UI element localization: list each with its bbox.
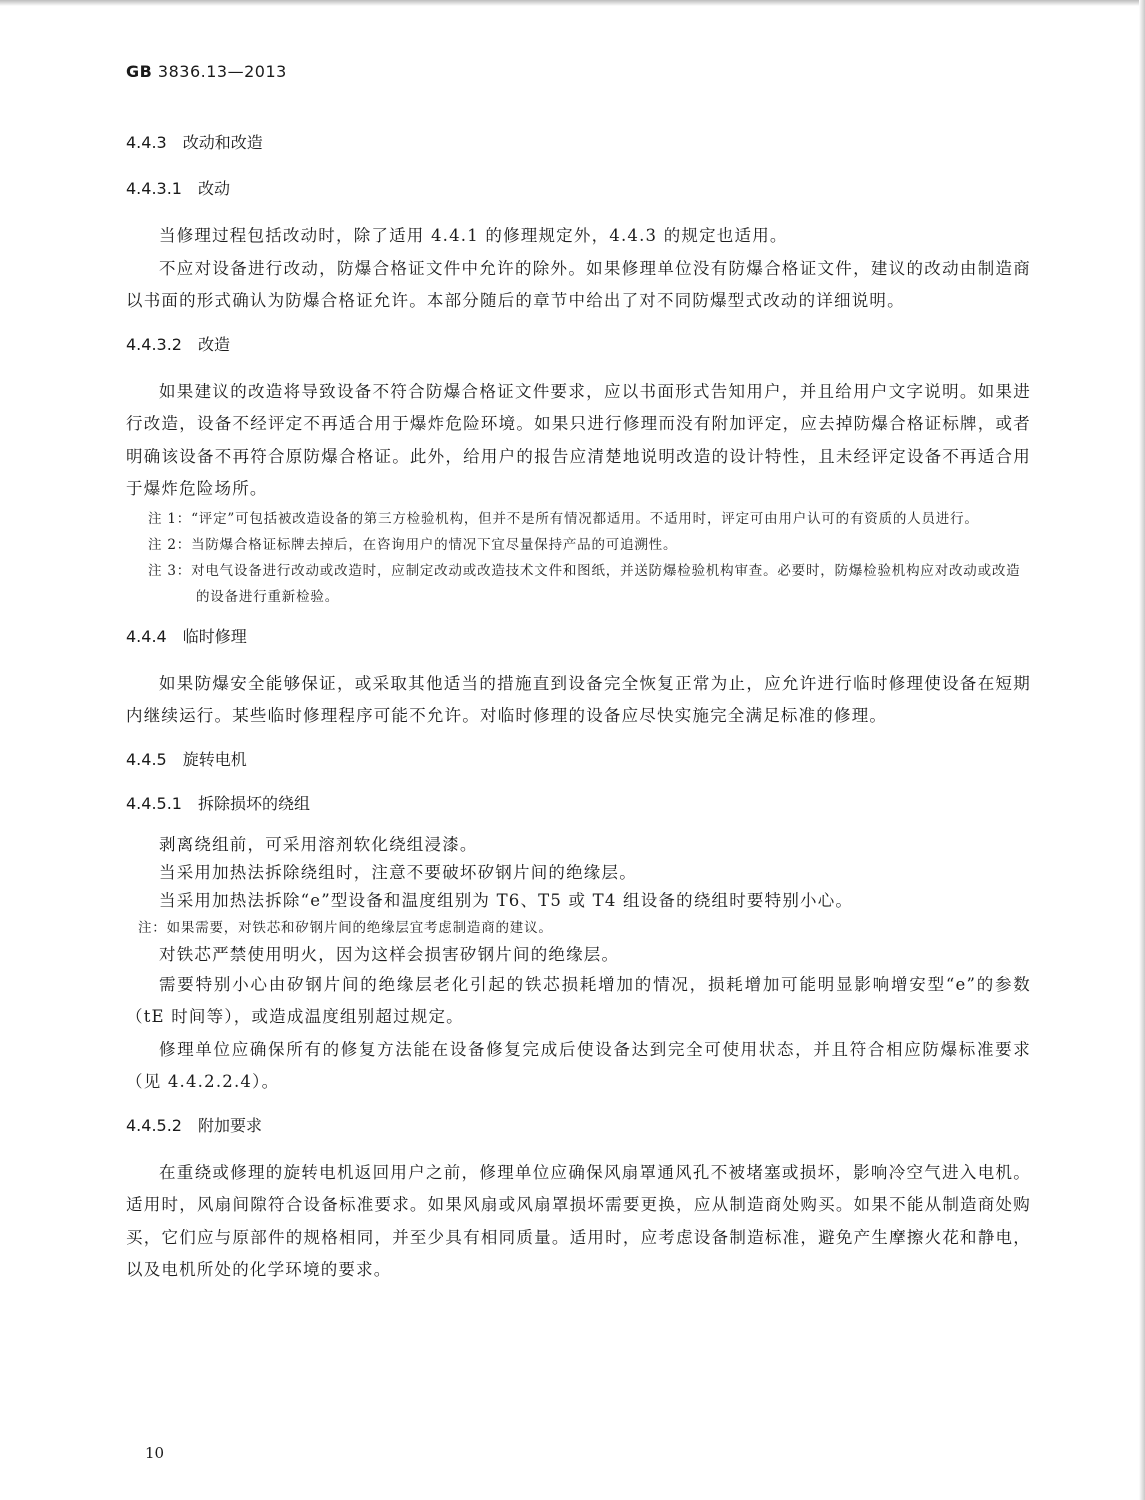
heading-title: 拆除损坏的绕组 xyxy=(197,793,310,813)
page-body xyxy=(126,130,1031,1287)
heading-title: 旋转电机 xyxy=(182,749,247,769)
heading-number: 4.4.5 xyxy=(126,749,167,769)
heading-title: 附加要求 xyxy=(197,1115,262,1135)
heading-4-4-4 xyxy=(126,624,1031,650)
paragraph: 当采用加热法拆除绕组时，注意不要破坏矽钢片间的绝缘层。 xyxy=(159,862,637,882)
heading-number: 4.4.3 xyxy=(126,133,167,152)
heading-4-4-5-2 xyxy=(126,1113,1031,1139)
standard-code: GB xyxy=(126,62,153,81)
heading-title: 临时修理 xyxy=(182,626,247,646)
paragraph: 当采用加热法拆除“e”型设备和温度组别为 T6、T5 或 T4 组设备的绕组时要特别小心。 xyxy=(159,890,854,910)
note: 注：如果需要，对铁芯和矽钢片间的绝缘层宜考虑制造商的建议。 xyxy=(138,919,553,936)
note-1: 注 1：“评定”可包括被改造设备的第三方检验机构，但并不是所有情况都适用。不适用时，评定可由用户认可的有资质的人员进行。 xyxy=(148,510,979,527)
heading-title: 改动 xyxy=(197,179,230,198)
note-3: 注 3：对电气设备进行改动或改造时，应制定改动或改造技术文件和图纸，并送防爆检验机构审查。必要时，防爆检验机构应对改动或改造的设备进行重新检验。 xyxy=(148,562,1021,605)
heading-4-4-3-2 xyxy=(126,332,1031,358)
heading-number: 4.4.5.2 xyxy=(126,1115,182,1135)
paragraph: 剥离绕组前，可采用溶剂软化绕组浸漆。 xyxy=(159,834,478,854)
heading-number: 4.4.3.1 xyxy=(126,179,182,198)
heading-number: 4.4.5.1 xyxy=(126,793,182,813)
heading-4-4-3-1 xyxy=(126,176,1031,202)
heading-title: 改动和改造 xyxy=(182,133,263,152)
standard-number: 3836.13—2013 xyxy=(157,62,287,81)
paragraph: 在重绕或修理的旋转电机返回用户之前，修理单位应确保风扇罩通风孔不被堵塞或损坏，影响冷空气进入电机。适用时，风扇间隙符合设备标准要求。如果风扇或风扇罩损坏需要更换，应从制造商处购买。如果不能从制造商处购买，它们应与原部件的规格相同，并至少具有相同质量。适用时，应考虑设备制造标准，避免产生摩擦火花和静电，以及电机所处的化学环境的要求。 xyxy=(126,1162,1031,1279)
paragraph: 如果防爆安全能够保证，或采取其他适当的措施直到设备完全恢复正常为止，应允许进行临时修理使设备在短期内继续运行。某些临时修理程序可能不允许。对临时修理的设备应尽快实施完全满足标准的修理。 xyxy=(126,673,1031,725)
heading-number: 4.4.3.2 xyxy=(126,334,182,354)
heading-4-4-5-1 xyxy=(126,791,1031,817)
heading-number: 4.4.4 xyxy=(126,626,167,646)
paragraph: 修理单位应确保所有的修复方法能在设备修复完成后使设备达到完全可使用状态，并且符合相应防爆标准要求（见 4.4.2.2.4）。 xyxy=(126,1039,1031,1091)
heading-title: 改造 xyxy=(197,334,230,354)
page-header xyxy=(126,62,287,81)
page-number: 10 xyxy=(145,1444,165,1462)
paragraph: 对铁芯严禁使用明火，因为这样会损害矽钢片间的绝缘层。 xyxy=(159,944,620,964)
heading-4-4-3 xyxy=(126,130,1031,156)
paragraph: 需要特别小心由矽钢片间的绝缘层老化引起的铁芯损耗增加的情况，损耗增加可能明显影响增安型“e”的参数（tE 时间等），或造成温度组别超过规定。 xyxy=(126,974,1031,1026)
scan-edge-top xyxy=(0,0,1145,6)
paragraph: 如果建议的改造将导致设备不符合防爆合格证文件要求，应以书面形式告知用户，并且给用户文字说明。如果进行改造，设备不经评定不再适合用于爆炸危险环境。如果只进行修理而没有附加评定，应去掉防爆合格证标牌，或者明确该设备不再符合原防爆合格证。此外，给用户的报告应清楚地说明改造的设计特性，且未经评定设备不再适合用于爆炸危险场所。 xyxy=(126,381,1031,498)
note-2: 注 2：当防爆合格证标牌去掉后，在咨询用户的情况下宜尽量保持产品的可追溯性。 xyxy=(148,536,678,553)
scan-edge-right xyxy=(1139,0,1145,1500)
paragraph: 不应对设备进行改动，防爆合格证文件中允许的除外。如果修理单位没有防爆合格证文件，建议的改动由制造商以书面的形式确认为防爆合格证允许。本部分随后的章节中给出了对不同防爆型式改动的详细说明。 xyxy=(126,258,1031,310)
paragraph: 当修理过程包括改动时，除了适用 4.4.1 的修理规定外，4.4.3 的规定也适用。 xyxy=(159,226,788,245)
heading-4-4-5 xyxy=(126,747,1031,773)
